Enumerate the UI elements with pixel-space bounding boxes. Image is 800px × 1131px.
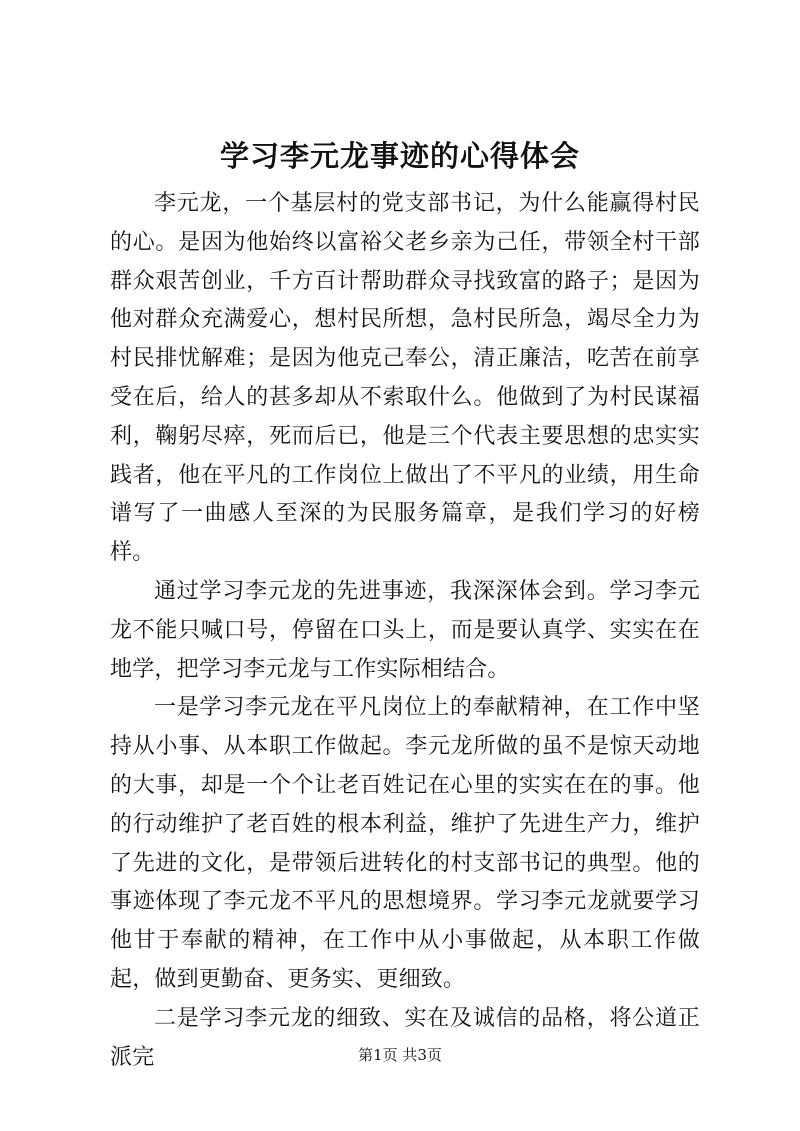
- paragraph-2: 通过学习李元龙的先进事迹，我深深体会到。学习李元龙不能只喊口号，停留在口头上，而是要认真学、实实在在地学，把学习李元龙与工作实际相结合。: [110, 578, 700, 682]
- page-footer: 第1页 共3页: [358, 1046, 442, 1064]
- paragraph-4: 二是学习李元龙的细致、实在及诚信的品格，将公道正派完: [110, 1005, 700, 1070]
- document-title: 学习李元龙事迹的心得体会: [219, 139, 580, 173]
- paragraph-1: 李元龙，一个基层村的党支部书记，为什么能赢得村民的心。是因为他始终以富裕父老乡亲为己任，带领全村干部群众艰苦创业，千方百计帮助群众寻找致富的路子；是因为他对群众充满爱心，想村民所想，急村民所急，竭尽全力为村民排忧解难；是因为他克己奉公，清正廉洁，吃苦在前享受在后，给人的甚多却从不索取什么。他做到了为村民谋福利，鞠躬尽瘁，死而后已，他是三个代表主要思想的忠实实践者，他在平凡的工作岗位上做出了不平凡的业绩，用生命谱写了一曲感人至深的为民服务篇章，是我们学习的好榜样。: [110, 191, 700, 566]
- document-body: [110, 185, 700, 1077]
- paragraph-3: 一是学习李元龙在平凡岗位上的奉献精神，在工作中坚持从小事、从本职工作做起。李元龙所做的虽不是惊天动地的大事，却是一个个让老百姓记在心里的实实在在的事。他的行动维护了老百姓的根本利益，维护了先进生产力，维护了先进的文化，是带领后进转化的村支部书记的典型。他的事迹体现了李元龙不平凡的思想境界。学习李元龙就要学习他甘于奉献的精神，在工作中从小事做起，从本职工作做起，做到更勤奋、更务实、更细致。: [110, 695, 700, 992]
